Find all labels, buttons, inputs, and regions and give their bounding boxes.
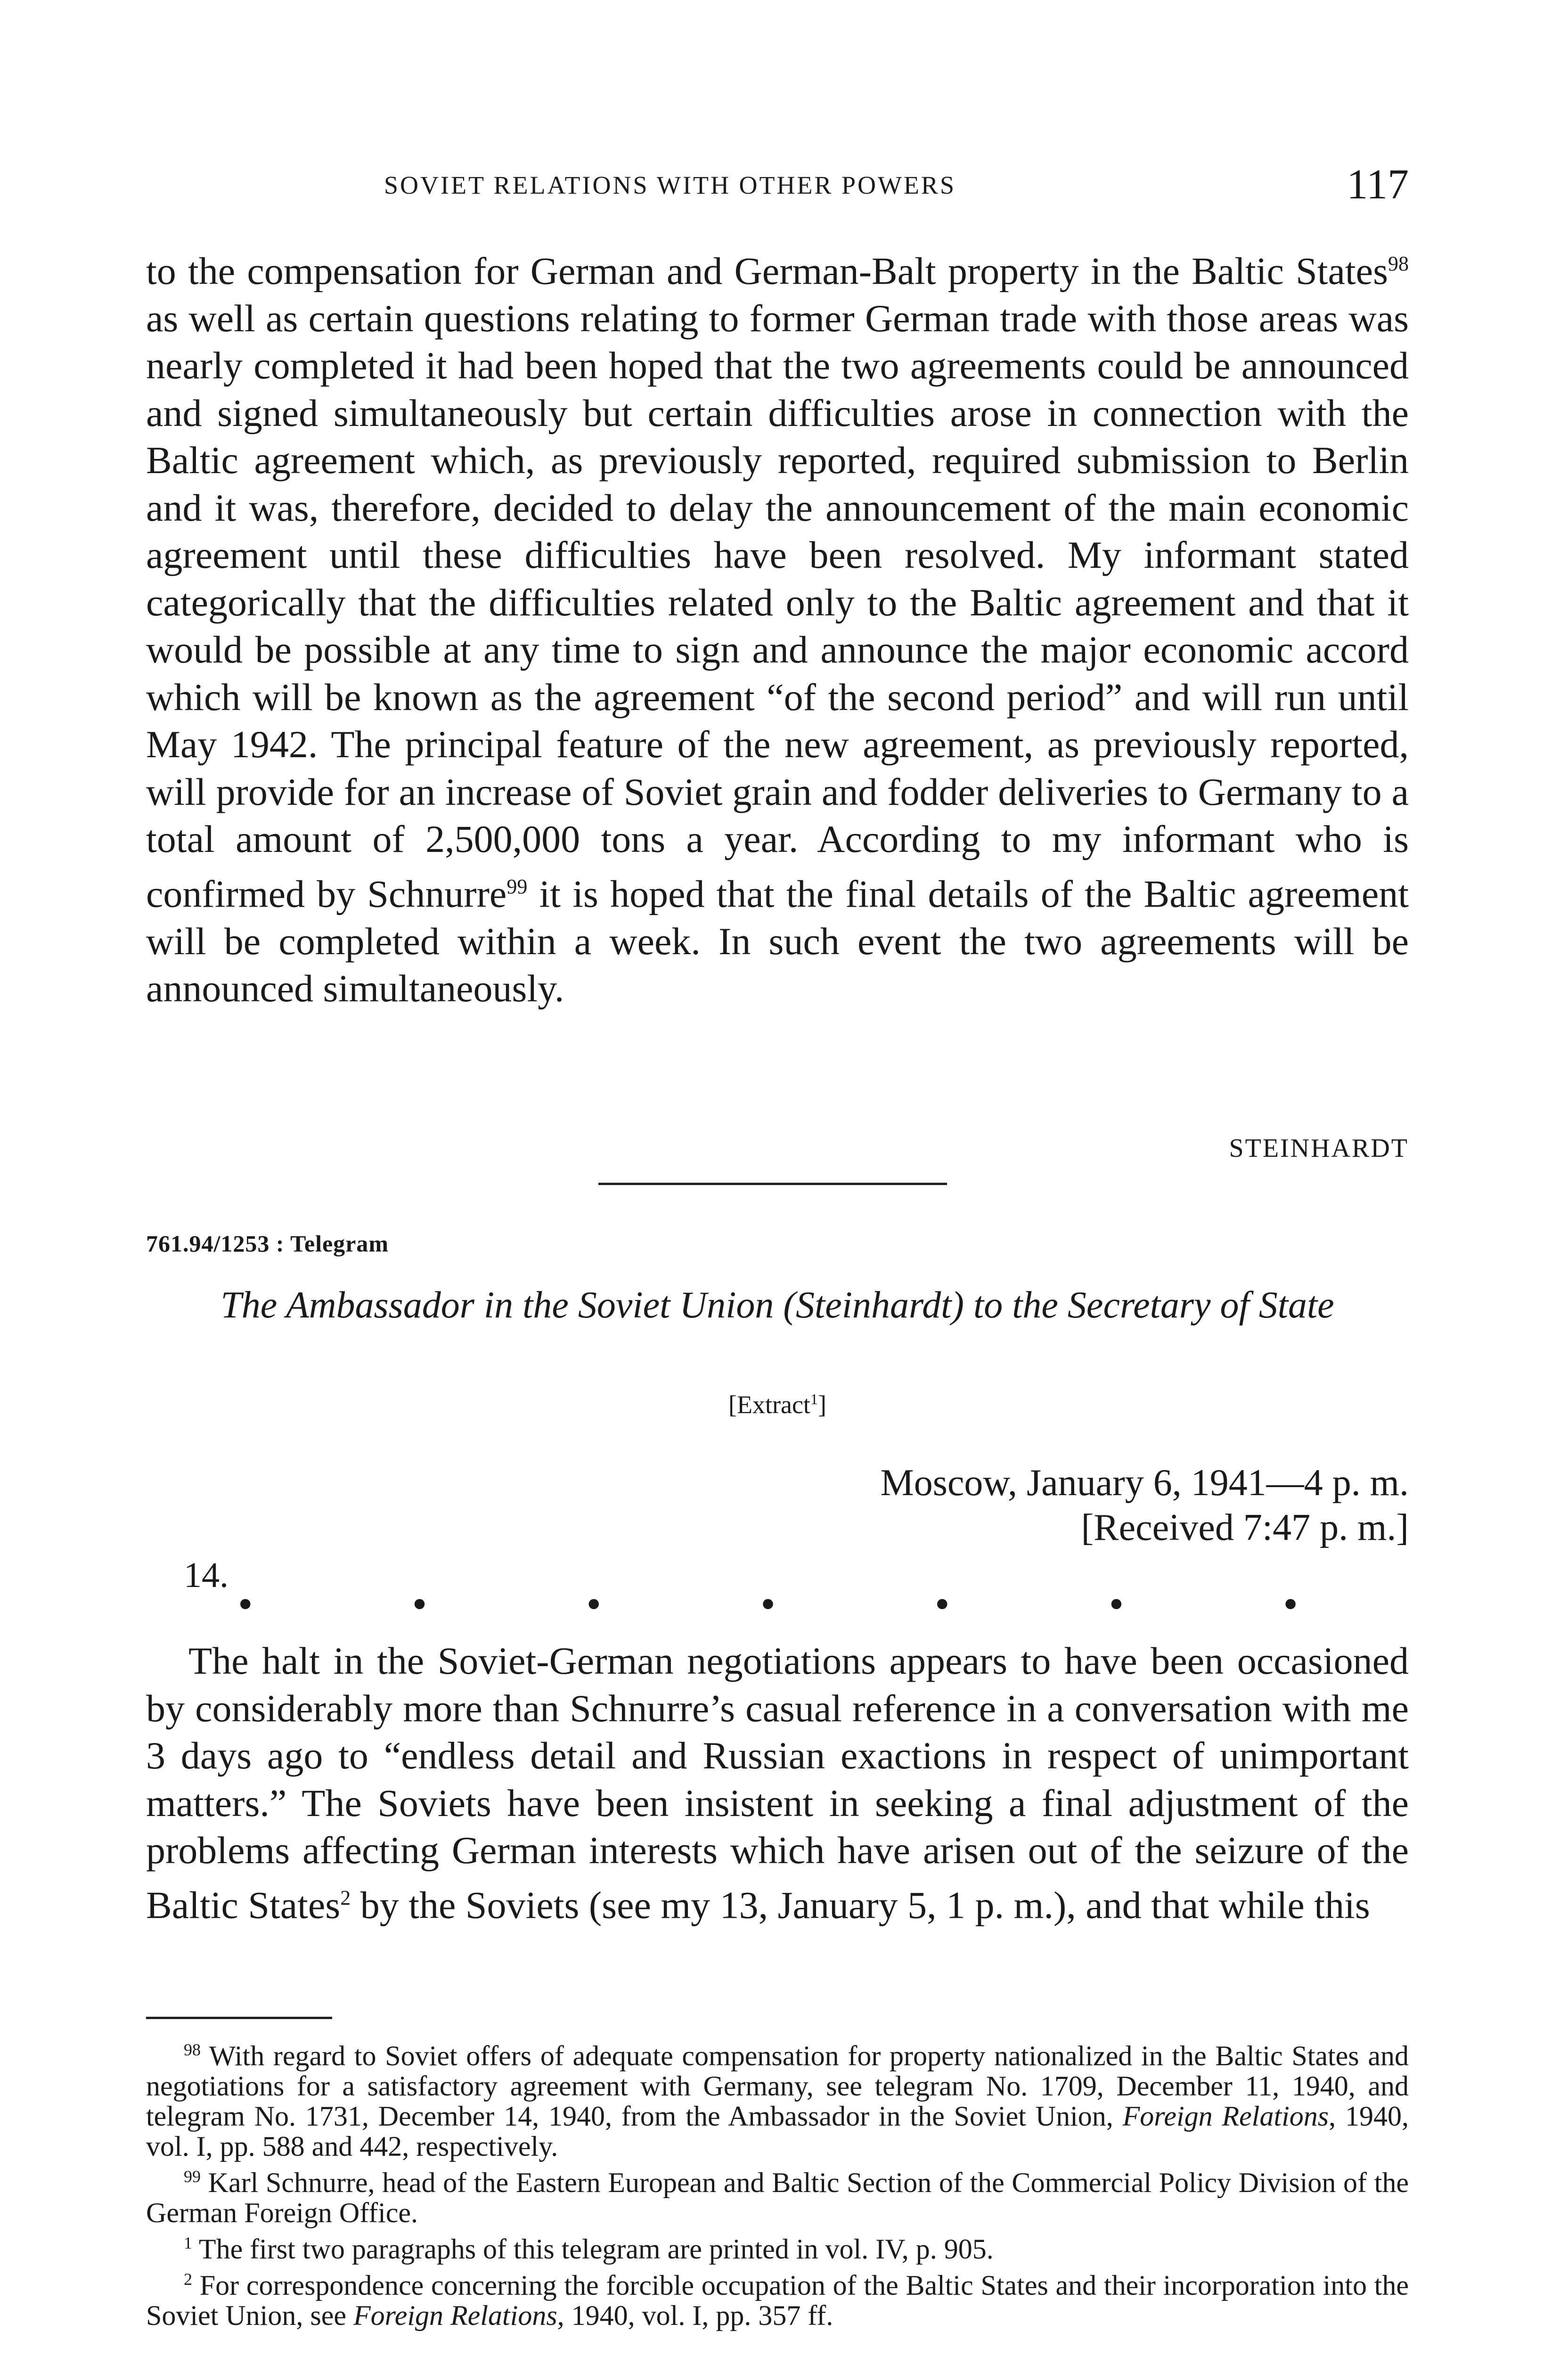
extract-label — [146, 1390, 1409, 1419]
footnote-text: For correspondence concerning the forcible occupation of the Baltic States and their incorporation into the Soviet Union, see — [146, 2270, 1409, 2331]
file-reference: 761.94/1253 : Telegram — [146, 1230, 389, 1257]
document-title: The Ambassador in the Soviet Union (Steinhardt) to the Secretary of State — [220, 1284, 1334, 1326]
footnote-text: Karl Schnurre, head of the Eastern European and Baltic Section of the Commercial Policy Division of the German Foreign Office. — [146, 2167, 1409, 2228]
extract-text: [Extract — [728, 1391, 810, 1419]
footnote-mark: 98 — [184, 2040, 201, 2059]
para2-text-a: The halt in the Soviet-German negotiations appears to have been occasioned by considerably more than Schnurre’s casual reference in a conversation with me 3 days ago to “endless detail and Russian exactions in respect of unimportant matters.” The Soviets have been insistent in seeking a final adjustment of the problems affecting German interests which have arisen out of the seizure of the Baltic States — [146, 1639, 1409, 1926]
footnote-98 — [146, 2035, 1409, 2161]
footnote-99 — [146, 2161, 1409, 2228]
extract-close: ] — [817, 1391, 826, 1419]
footnote-divider — [146, 2017, 332, 2019]
para1-text-a: to the compensation for German and German-Balt property in the Baltic States — [146, 249, 1388, 293]
body-paragraph-continued — [146, 240, 1409, 1013]
ellipsis-dot: • — [238, 1581, 253, 1628]
footnote-title: Foreign Relations — [1122, 2101, 1329, 2132]
para1-text-c: it is hoped that the final details of the Baltic agreement will be completed within a week. In such event the two agreements will be announced simultaneously. — [146, 872, 1409, 1010]
footnote-2 — [146, 2264, 1409, 2331]
footnote-mark: 1 — [184, 2233, 192, 2252]
para2-text-b: by the Soviets (see my 13, January 5, 1 p. m.), and that while this — [351, 1883, 1370, 1926]
ellipsis-dot: • — [760, 1581, 776, 1628]
footnote-ref-2: 2 — [340, 1886, 351, 1909]
footnote-text: The first two paragraphs of this telegram are printed in vol. IV, p. 905. — [192, 2233, 994, 2265]
footnote-mark: 2 — [184, 2270, 192, 2289]
section-divider — [598, 1183, 947, 1185]
footnote-ref-1: 1 — [810, 1391, 818, 1407]
omission-dots — [238, 1581, 1298, 1628]
received-time: [Received 7:47 p. m.] — [1081, 1507, 1409, 1548]
ellipsis-dot: • — [1283, 1581, 1298, 1628]
footnote-1 — [146, 2228, 1409, 2264]
footnote-text: With regard to Soviet offers of adequate compensation for property nationalized in the Baltic States and negotiations for a satisfactory agreement with Germany, see telegram No. 1709, December 11, 1940, and telegram No. 1731, December 14, 1940, from the Ambassador in the Soviet Union, — [146, 2040, 1409, 2132]
ellipsis-dot: • — [1109, 1581, 1124, 1628]
para1-text-b: as well as certain questions relating to former German trade with those areas was nearly completed it had been hoped that the two agreements could be announced and signed simultaneously but certain difficulties arose in connection with the Baltic agreement which, as previously reported, required submission to Berlin and it was, therefore, decided to delay the announcement of the main economic agreement until these difficulties have been resolved. My informant stated categorically that the difficulties related only to the Baltic agreement and that it would be possible at any time to sign and announce the major economic accord which will be known as the agreement “of the second period” and will run until May 1942. The principal feature of the new agreement, as previously reported, will provide for an increase of Soviet grain and fodder deliveries to Germany to a total amount of 2,500,000 tons a year. According to my informant who is confirmed by Schnurre — [146, 296, 1409, 916]
place-date: Moscow, January 6, 1941—4 p. m. — [880, 1462, 1409, 1504]
telegram-number: 14. — [184, 1555, 229, 1595]
page-number: 117 — [1347, 161, 1409, 208]
dateline — [881, 1461, 1409, 1550]
ellipsis-dot: • — [934, 1581, 950, 1628]
running-head: SOVIET RELATIONS WITH OTHER POWERS — [384, 171, 956, 199]
ellipsis-dot: • — [412, 1581, 427, 1628]
footnote-text: , 1940, vol. I, pp. 357 ff. — [557, 2300, 833, 2331]
page-header — [146, 160, 1409, 212]
signature: STEINHARDT — [1229, 1134, 1409, 1163]
footnote-mark: 99 — [184, 2167, 201, 2186]
footnote-ref-99: 99 — [506, 875, 528, 898]
footnote-title: Foreign Relations — [353, 2300, 557, 2331]
footnotes — [146, 2035, 1409, 2331]
footnote-text: , 1940, vol. I, pp. 588 and 442, respectively. — [146, 2101, 1409, 2162]
body-paragraph — [146, 1637, 1409, 1929]
footnote-ref-98: 98 — [1388, 252, 1409, 275]
ellipsis-dot: • — [586, 1581, 601, 1628]
